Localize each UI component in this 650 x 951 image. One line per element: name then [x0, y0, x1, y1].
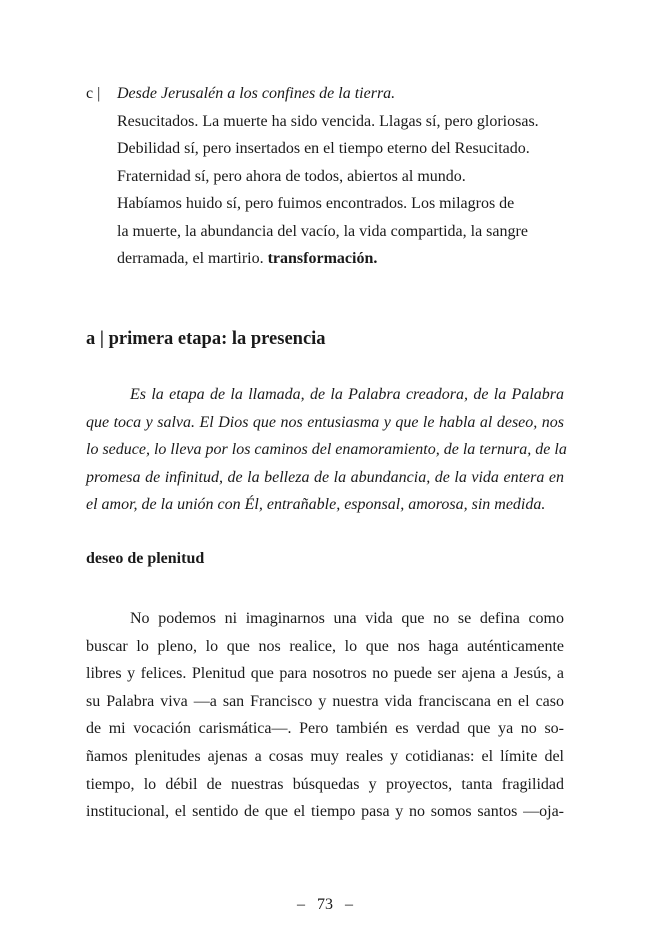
list-item-line: Debilidad sí, pero insertados en el tiempo eterno del Resucitado.: [117, 140, 530, 157]
list-item-last-line: [117, 245, 566, 273]
page-number: – 73 –: [297, 896, 353, 913]
intro-line: el amor, de la unión con Él, entrañable, esponsal, amorosa, sin medida.: [86, 496, 546, 513]
body-line: ñamos plenitudes ajenas a cosas muy reales y cotidianas: el límite del: [86, 747, 564, 765]
intro-line: que toca y salva. El Dios que nos entusiasma y que le habla al deseo, nos: [86, 413, 564, 431]
section-heading: a | primera etapa: la presencia: [86, 329, 326, 349]
list-item-line: Resucitados. La muerte ha sido vencida. Llagas sí, pero gloriosas.: [117, 112, 539, 130]
body-line: su Palabra viva —a san Francisco y nuestra vida franciscana en el caso: [86, 692, 564, 710]
intro-line: lo seduce, lo lleva por los caminos del enamoramiento, de la ternura, de la: [86, 441, 567, 458]
list-item-last-text: derramada, el martirio.: [117, 250, 268, 267]
body-line: libres y felices. Plenitud que para nosotros no puede ser ajena a Jesús, a: [86, 665, 564, 683]
list-item-heading: Desde Jerusalén a los confines de la tierra.: [117, 85, 396, 102]
body-line: No podemos ni imaginarnos una vida que no se defina como: [130, 610, 564, 627]
body-line: institucional, el sentido de que el tiempo pasa y no somos santos —oja-: [86, 803, 564, 821]
sub-heading: deseo de plenitud: [86, 550, 205, 567]
body-paragraph: [86, 605, 564, 826]
list-item-c: [86, 80, 566, 273]
list-item-body: [117, 80, 566, 273]
intro-line: promesa de infinitud, de la belleza de la abundancia, de la vida entera en: [86, 468, 564, 486]
intro-paragraph: [86, 381, 567, 519]
list-item-line: la muerte, la abundancia del vacío, la vida compartida, la sangre: [117, 222, 528, 240]
list-item-line: Fraternidad sí, pero ahora de todos, abiertos al mundo.: [117, 167, 466, 185]
transformation-keyword: transformación.: [267, 250, 378, 267]
intro-line: Es la etapa de la llamada, de la Palabra creadora, de la Palabra: [130, 386, 564, 403]
list-item-line: Habíamos huido sí, pero fuimos encontrados. Los milagros de: [117, 195, 515, 212]
body-line: de mi vocación carismática—. Pero también es verdad que ya no so-: [86, 720, 564, 738]
body-line: buscar lo pleno, lo que nos realice, lo que nos haga auténticamente: [86, 637, 564, 655]
body-line: tiempo, lo débil de nuestras búsquedas y proyectos, tanta fragilidad: [86, 775, 564, 793]
list-marker: c |: [86, 85, 101, 102]
